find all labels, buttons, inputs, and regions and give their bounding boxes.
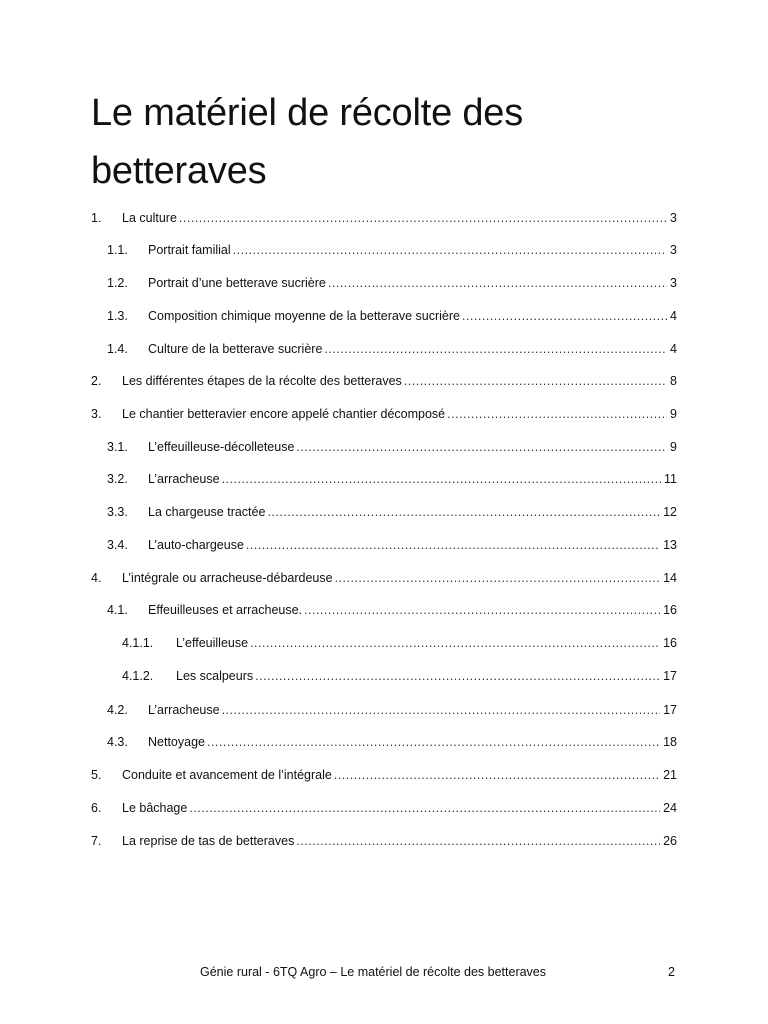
toc-entry-page: 17 xyxy=(663,703,677,717)
toc-dot-leader xyxy=(334,765,660,785)
toc-entry-page: 9 xyxy=(670,407,677,421)
toc-entry-number: 1.4. xyxy=(107,342,128,356)
toc-dot-leader xyxy=(255,666,660,686)
toc-dot-leader xyxy=(296,437,667,457)
toc-entry-number: 3. xyxy=(91,407,102,421)
toc-entry-number: 3.3. xyxy=(107,505,128,519)
toc-entry-label: La reprise de tas de betteraves xyxy=(122,834,295,848)
toc-entry-4[interactable] xyxy=(91,568,677,588)
toc-entry-label: Culture de la betterave sucrière xyxy=(148,342,323,356)
toc-entry-page: 9 xyxy=(670,440,677,454)
toc-entry-number: 6. xyxy=(91,801,102,815)
toc-entry-number: 3.1. xyxy=(107,440,128,454)
toc-entry-number: 4.2. xyxy=(107,703,128,717)
toc-entry-4-2[interactable] xyxy=(107,700,677,720)
toc-entry-3-1[interactable] xyxy=(107,437,677,457)
toc-dot-leader xyxy=(328,273,667,293)
toc-entry-label: L’arracheuse xyxy=(148,703,220,717)
toc-entry-label: Les scalpeurs xyxy=(176,669,254,683)
toc-entry-3-2[interactable] xyxy=(107,469,677,489)
toc-entry-label: La chargeuse tractée xyxy=(148,505,266,519)
toc-dot-leader xyxy=(335,568,661,588)
toc-entry-1[interactable] xyxy=(91,208,677,228)
toc-entry-label: L’arracheuse xyxy=(148,472,220,486)
toc-entry-number: 4.1.1. xyxy=(122,636,154,650)
toc-entry-label: L’effeuilleuse-décolleteuse xyxy=(148,440,295,454)
toc-entry-3-3[interactable] xyxy=(107,502,677,522)
toc-entry-label: La culture xyxy=(122,211,177,225)
footer-page-number: 2 xyxy=(668,965,675,979)
footer-text: Génie rural - 6TQ Agro – Le matériel de récolte des betteraves xyxy=(200,965,547,979)
toc-entry-page: 13 xyxy=(663,538,677,552)
toc-dot-leader xyxy=(296,831,660,851)
toc-entry-label: Nettoyage xyxy=(148,735,205,749)
toc-entry-label: Effeuilleuses et arracheuse. xyxy=(148,603,303,617)
toc-dot-leader xyxy=(189,798,660,818)
toc-entry-number: 4.3. xyxy=(107,735,128,749)
toc-dot-leader xyxy=(447,404,667,424)
toc-entry-label: Les différentes étapes de la récolte des betteraves xyxy=(122,374,402,388)
toc-dot-leader xyxy=(324,339,667,359)
toc-entry-page: 3 xyxy=(670,211,677,225)
toc-entry-page: 17 xyxy=(663,669,677,683)
toc-entry-page: 26 xyxy=(663,834,677,848)
toc-dot-leader xyxy=(222,469,661,489)
toc-entry-1-1[interactable] xyxy=(107,240,677,260)
toc-entry-3-4[interactable] xyxy=(107,535,677,555)
toc-entry-page: 11 xyxy=(664,472,677,486)
toc-entry-1-3[interactable] xyxy=(107,306,677,326)
toc-entry-number: 3.4. xyxy=(107,538,128,552)
toc-entry-label: Le bâchage xyxy=(122,801,188,815)
toc-entry-1-2[interactable] xyxy=(107,273,677,293)
toc-entry-number: 1.2. xyxy=(107,276,128,290)
toc-entry-1-4[interactable] xyxy=(107,339,677,359)
toc-entry-page: 4 xyxy=(670,342,677,356)
toc-entry-4-1-2[interactable] xyxy=(122,666,677,686)
toc-entry-label: Portrait familial xyxy=(148,243,231,257)
toc-entry-label: Portrait d’une betterave sucrière xyxy=(148,276,326,290)
toc-entry-7[interactable] xyxy=(91,831,677,851)
toc-entry-number: 1.1. xyxy=(107,243,128,257)
toc-entry-5[interactable] xyxy=(91,765,677,785)
toc-entry-label: L’auto-chargeuse xyxy=(148,538,244,552)
toc-entry-page: 24 xyxy=(663,801,677,815)
toc-entry-page: 3 xyxy=(670,276,677,290)
toc-entry-number: 3.2. xyxy=(107,472,128,486)
toc-entry-4-3[interactable] xyxy=(107,732,677,752)
toc-entry-page: 8 xyxy=(670,374,677,388)
page-footer xyxy=(0,962,768,982)
toc-entry-4-1-1[interactable] xyxy=(122,633,677,653)
toc-entry-page: 12 xyxy=(663,505,677,519)
toc-entry-6[interactable] xyxy=(91,798,677,818)
toc-entry-page: 14 xyxy=(663,571,677,585)
toc-entry-3[interactable] xyxy=(91,404,677,424)
toc-entry-number: 7. xyxy=(91,834,102,848)
toc-dot-leader xyxy=(267,502,660,522)
toc-entry-label: L’intégrale ou arracheuse-débardeuse xyxy=(122,571,333,585)
toc-dot-leader xyxy=(179,208,667,228)
toc-dot-leader xyxy=(250,633,660,653)
toc-entry-4-1[interactable] xyxy=(107,600,677,620)
toc-entry-label: Le chantier betteravier encore appelé chantier décomposé xyxy=(122,407,446,421)
toc-dot-leader xyxy=(246,535,660,555)
toc-entry-page: 16 xyxy=(663,636,677,650)
toc-entry-number: 4. xyxy=(91,571,102,585)
toc-entry-2[interactable] xyxy=(91,371,677,391)
toc-entry-number: 4.1. xyxy=(107,603,128,617)
toc-dot-leader xyxy=(233,240,667,260)
toc-entry-page: 3 xyxy=(670,243,677,257)
toc-dot-leader xyxy=(404,371,667,391)
toc-entry-number: 1.3. xyxy=(107,309,128,323)
toc-entry-number: 4.1.2. xyxy=(122,669,154,683)
toc-entry-page: 18 xyxy=(663,735,677,749)
toc-entry-label: Conduite et avancement de l’intégrale xyxy=(122,768,332,782)
toc-entry-page: 4 xyxy=(670,309,677,323)
toc-dot-leader xyxy=(222,700,661,720)
toc-entry-label: L’effeuilleuse xyxy=(176,636,249,650)
toc-entry-number: 5. xyxy=(91,768,102,782)
toc-entry-label: Composition chimique moyenne de la betterave sucrière xyxy=(148,309,460,323)
toc-dot-leader xyxy=(304,600,660,620)
document-title: Le matériel de récolte des betteraves xyxy=(91,92,524,192)
toc-dot-leader xyxy=(462,306,667,326)
toc-dot-leader xyxy=(207,732,660,752)
toc-entry-page: 16 xyxy=(663,603,677,617)
toc-entry-number: 2. xyxy=(91,374,102,388)
toc-entry-number: 1. xyxy=(91,211,102,225)
toc-entry-page: 21 xyxy=(663,768,677,782)
